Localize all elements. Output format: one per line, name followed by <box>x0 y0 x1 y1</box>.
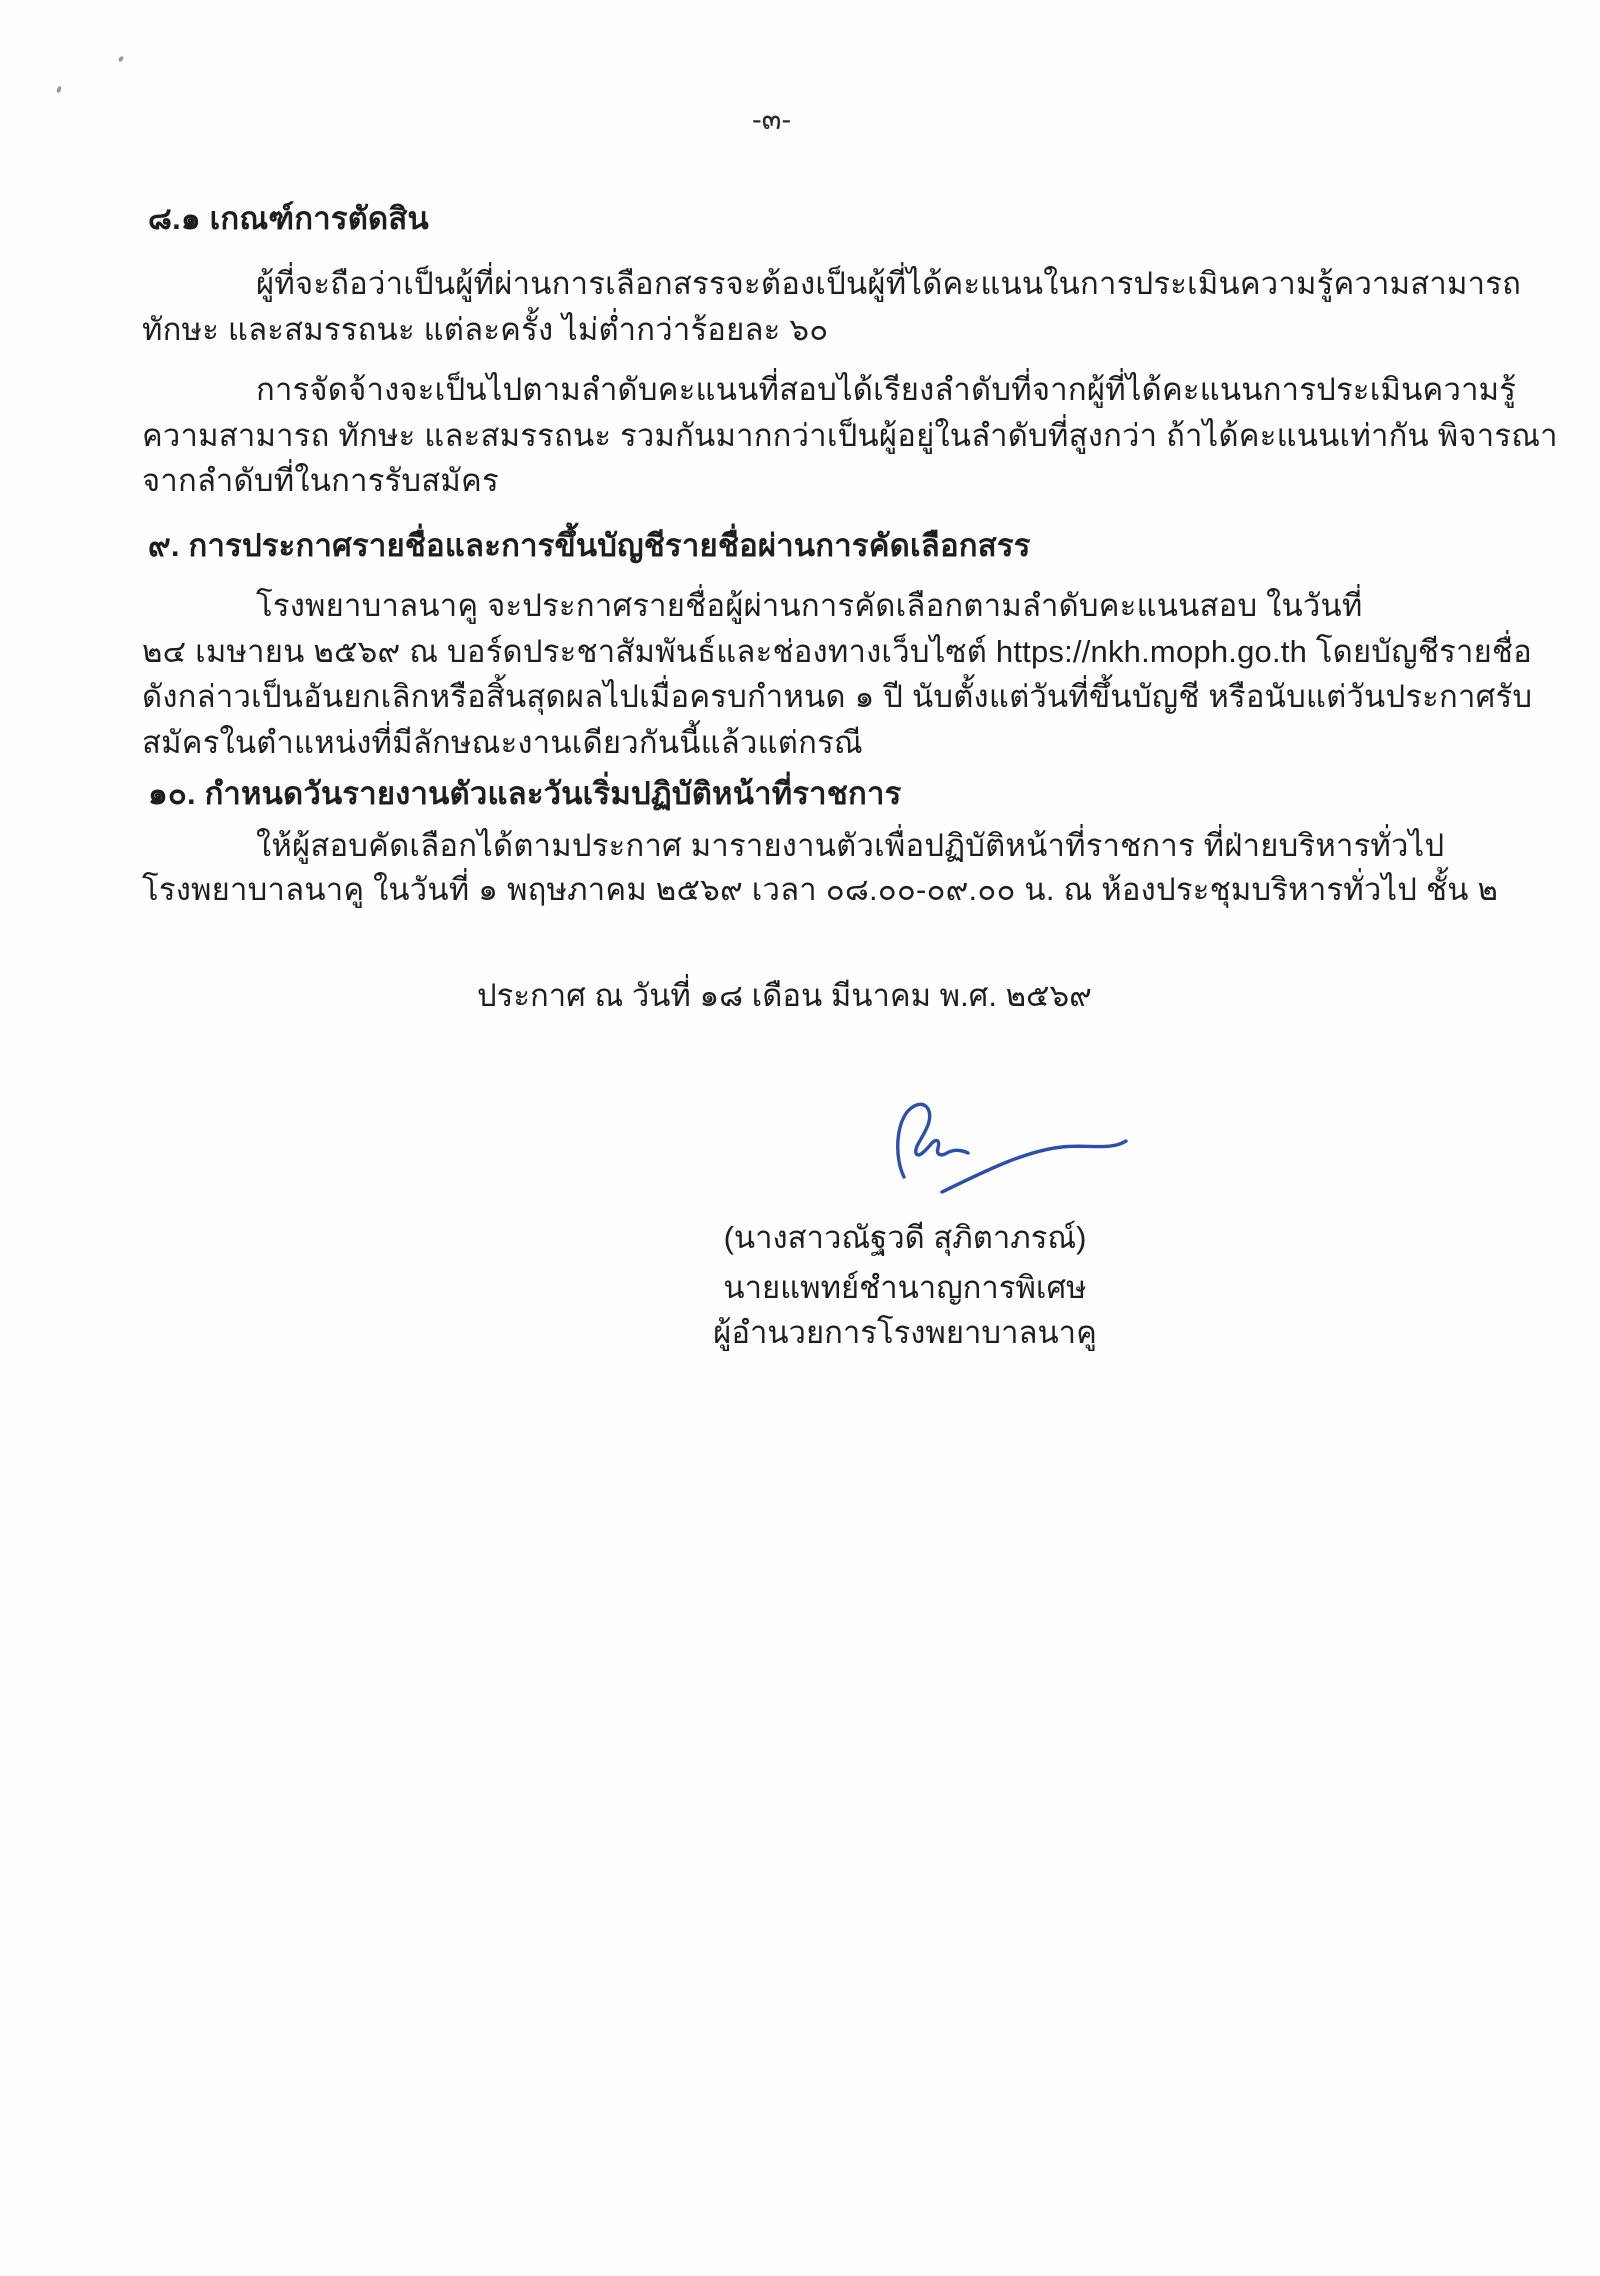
scan-speck <box>56 86 62 94</box>
signatory-name: (นางสาวณัฐวดี สุภิตาภรณ์) <box>723 1220 1087 1255</box>
body-text-line: ผู้ที่จะถือว่าเป็นผู้ที่ผ่านการเลือกสรรจะต้องเป็นผู้ที่ได้คะแนนในการประเมินความรู้ความสามารถ <box>256 266 1522 301</box>
body-text-line: ทักษะ และสมรรถนะ แต่ละครั้ง ไม่ต่ำกว่าร้อยละ ๖๐ <box>142 312 829 347</box>
body-text-line: ความสามารถ ทักษะ และสมรรถนะ รวมกันมากกว่าเป็นผู้อยู่ในลำดับที่สูงกว่า ถ้าได้คะแนนเท่ากัน พิจารณา <box>142 418 1558 453</box>
page-number: -๓- <box>752 104 792 136</box>
body-text-line: สมัครในตำแหน่งที่มีลักษณะงานเดียวกันนี้แล้วแต่กรณี <box>142 725 863 760</box>
body-text-line: โรงพยาบาลนาคู จะประกาศรายชื่อผู้ผ่านการคัดเลือกตามลำดับคะแนนสอบ ในวันที่ <box>256 588 1363 623</box>
body-text-line: จากลำดับที่ในการรับสมัคร <box>142 463 499 498</box>
announcement-date-line: ประกาศ ณ วันที่ ๑๘ เดือน มีนาคม พ.ศ. ๒๕๖๙ <box>477 978 1092 1013</box>
signature-ink <box>890 1095 1140 1200</box>
body-text-line: การจัดจ้างจะเป็นไปตามลำดับคะแนนที่สอบได้เรียงลำดับที่จากผู้ที่ได้คะแนนการประเมินความรู้ <box>256 372 1517 407</box>
signatory-organization: ผู้อำนวยการโรงพยาบาลนาคู <box>713 1315 1097 1350</box>
body-text-line: ดังกล่าวเป็นอันยกเลิกหรือสิ้นสุดผลไปเมื่อครบกำหนด ๑ ปี นับตั้งแต่วันที่ขึ้นบัญชี หรือนับแต่วันประกาศรับ <box>142 679 1533 714</box>
section-10-heading: ๑๐. กำหนดวันรายงานตัวและวันเริ่มปฏิบัติหน้าที่ราชการ <box>148 776 902 811</box>
body-text-line: ให้ผู้สอบคัดเลือกได้ตามประกาศ มารายงานตัวเพื่อปฏิบัติหน้าที่ราชการ ที่ฝ่ายบริหารทั่วไป <box>256 828 1445 863</box>
body-text-line: โรงพยาบาลนาคู ในวันที่ ๑ พฤษภาคม ๒๕๖๙ เวลา ๐๘.๐๐-๐๙.๐๐ น. ณ ห้องประชุมบริหารทั่วไป ชั้น ๒ <box>142 872 1499 907</box>
signatory-position: นายแพทย์ชำนาญการพิเศษ <box>723 1270 1087 1305</box>
section-9-heading: ๙. การประกาศรายชื่อและการขึ้นบัญชีรายชื่อผ่านการคัดเลือกสรร <box>148 528 1031 563</box>
section-8-1-heading: ๘.๑ เกณฑ์การตัดสิน <box>148 201 429 236</box>
body-text-line: ๒๔ เมษายน ๒๕๖๙ ณ บอร์ดประชาสัมพันธ์และช่องทางเว็บไซต์ https://nkh.moph.go.th โดยบัญชีรายชื่อ <box>142 634 1532 669</box>
scan-speck <box>118 55 125 62</box>
